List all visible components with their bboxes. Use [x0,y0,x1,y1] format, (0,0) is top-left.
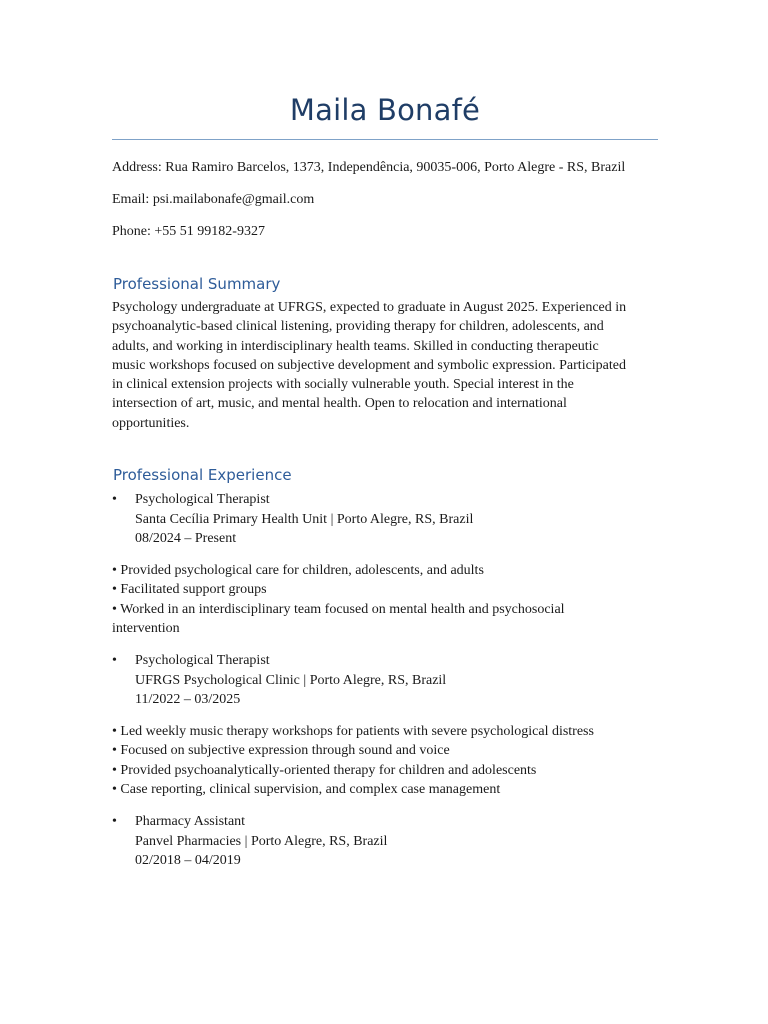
job-duties [112,722,672,799]
summary-line: music workshops focused on subjective development and symbolic expression. Participated [112,357,627,373]
duty-item: • Provided psychological care for children, adolescents, and adults [112,563,484,578]
bullet-marker: • [112,814,117,829]
title-divider [112,139,658,140]
duty-item: • Facilitated support groups [112,582,267,598]
experience-heading: Professional Experience [113,466,292,484]
job-place: UFRGS Psychological Clinic | Porto Alegre, RS, Brazil [135,672,447,688]
job-dates: 02/2018 – 04/2019 [135,853,241,868]
job-place: Panvel Pharmacies | Porto Alegre, RS, Brazil [135,833,388,849]
summary-line: intersection of art, music, and mental health. Open to relocation and international [112,396,567,412]
job-dates: 11/2022 – 03/2025 [135,692,241,707]
job-entry [112,651,446,710]
job-entry [112,812,387,871]
bullet-marker: • [112,492,117,507]
job-title: Pharmacy Assistant [135,814,246,829]
duty-item: • Provided psychoanalytically-oriented therapy for children and adolescents [112,762,537,778]
job-dates: 08/2024 – Present [135,531,237,546]
summary-heading: Professional Summary [113,275,281,293]
bullet-marker: • [112,653,117,668]
duty-item: • Led weekly music therapy workshops for patients with severe psychological distress [112,724,594,739]
address-line: Address: Rua Ramiro Barcelos, 1373, Independência, 90035-006, Porto Alegre - RS, Brazil [112,160,626,175]
job-title: Psychological Therapist [135,653,270,668]
duty-item: • Worked in an interdisciplinary team focused on mental health and psychosocial [112,601,565,617]
job-title: Psychological Therapist [135,492,270,507]
summary-line: psychoanalytic-based clinical listening, providing therapy for children, adolescents, and [112,319,604,335]
email-line: Email: psi.mailabonafe@gmail.com [112,192,315,207]
summary-line: opportunities. [112,415,190,431]
summary-line: Psychology undergraduate at UFRGS, expected to graduate in August 2025. Experienced in [112,300,627,315]
job-place: Santa Cecília Primary Health Unit | Porto Alegre, RS, Brazil [135,511,474,527]
duty-item: intervention [112,620,180,636]
duty-item: • Case reporting, clinical supervision, and complex case management [112,781,501,797]
summary-paragraph [112,298,672,433]
candidate-name: Maila Bonafé [289,93,481,127]
summary-line: in clinical extension projects with socially vulnerable youth. Special interest in the [112,377,574,393]
summary-line: adults, and working in interdisciplinary health teams. Skilled in conducting therapeutic [112,338,599,354]
duty-item: • Focused on subjective expression through sound and voice [112,743,450,759]
job-entry [112,490,473,549]
phone-line: Phone: +55 51 99182-9327 [112,224,265,239]
job-duties [112,561,672,638]
